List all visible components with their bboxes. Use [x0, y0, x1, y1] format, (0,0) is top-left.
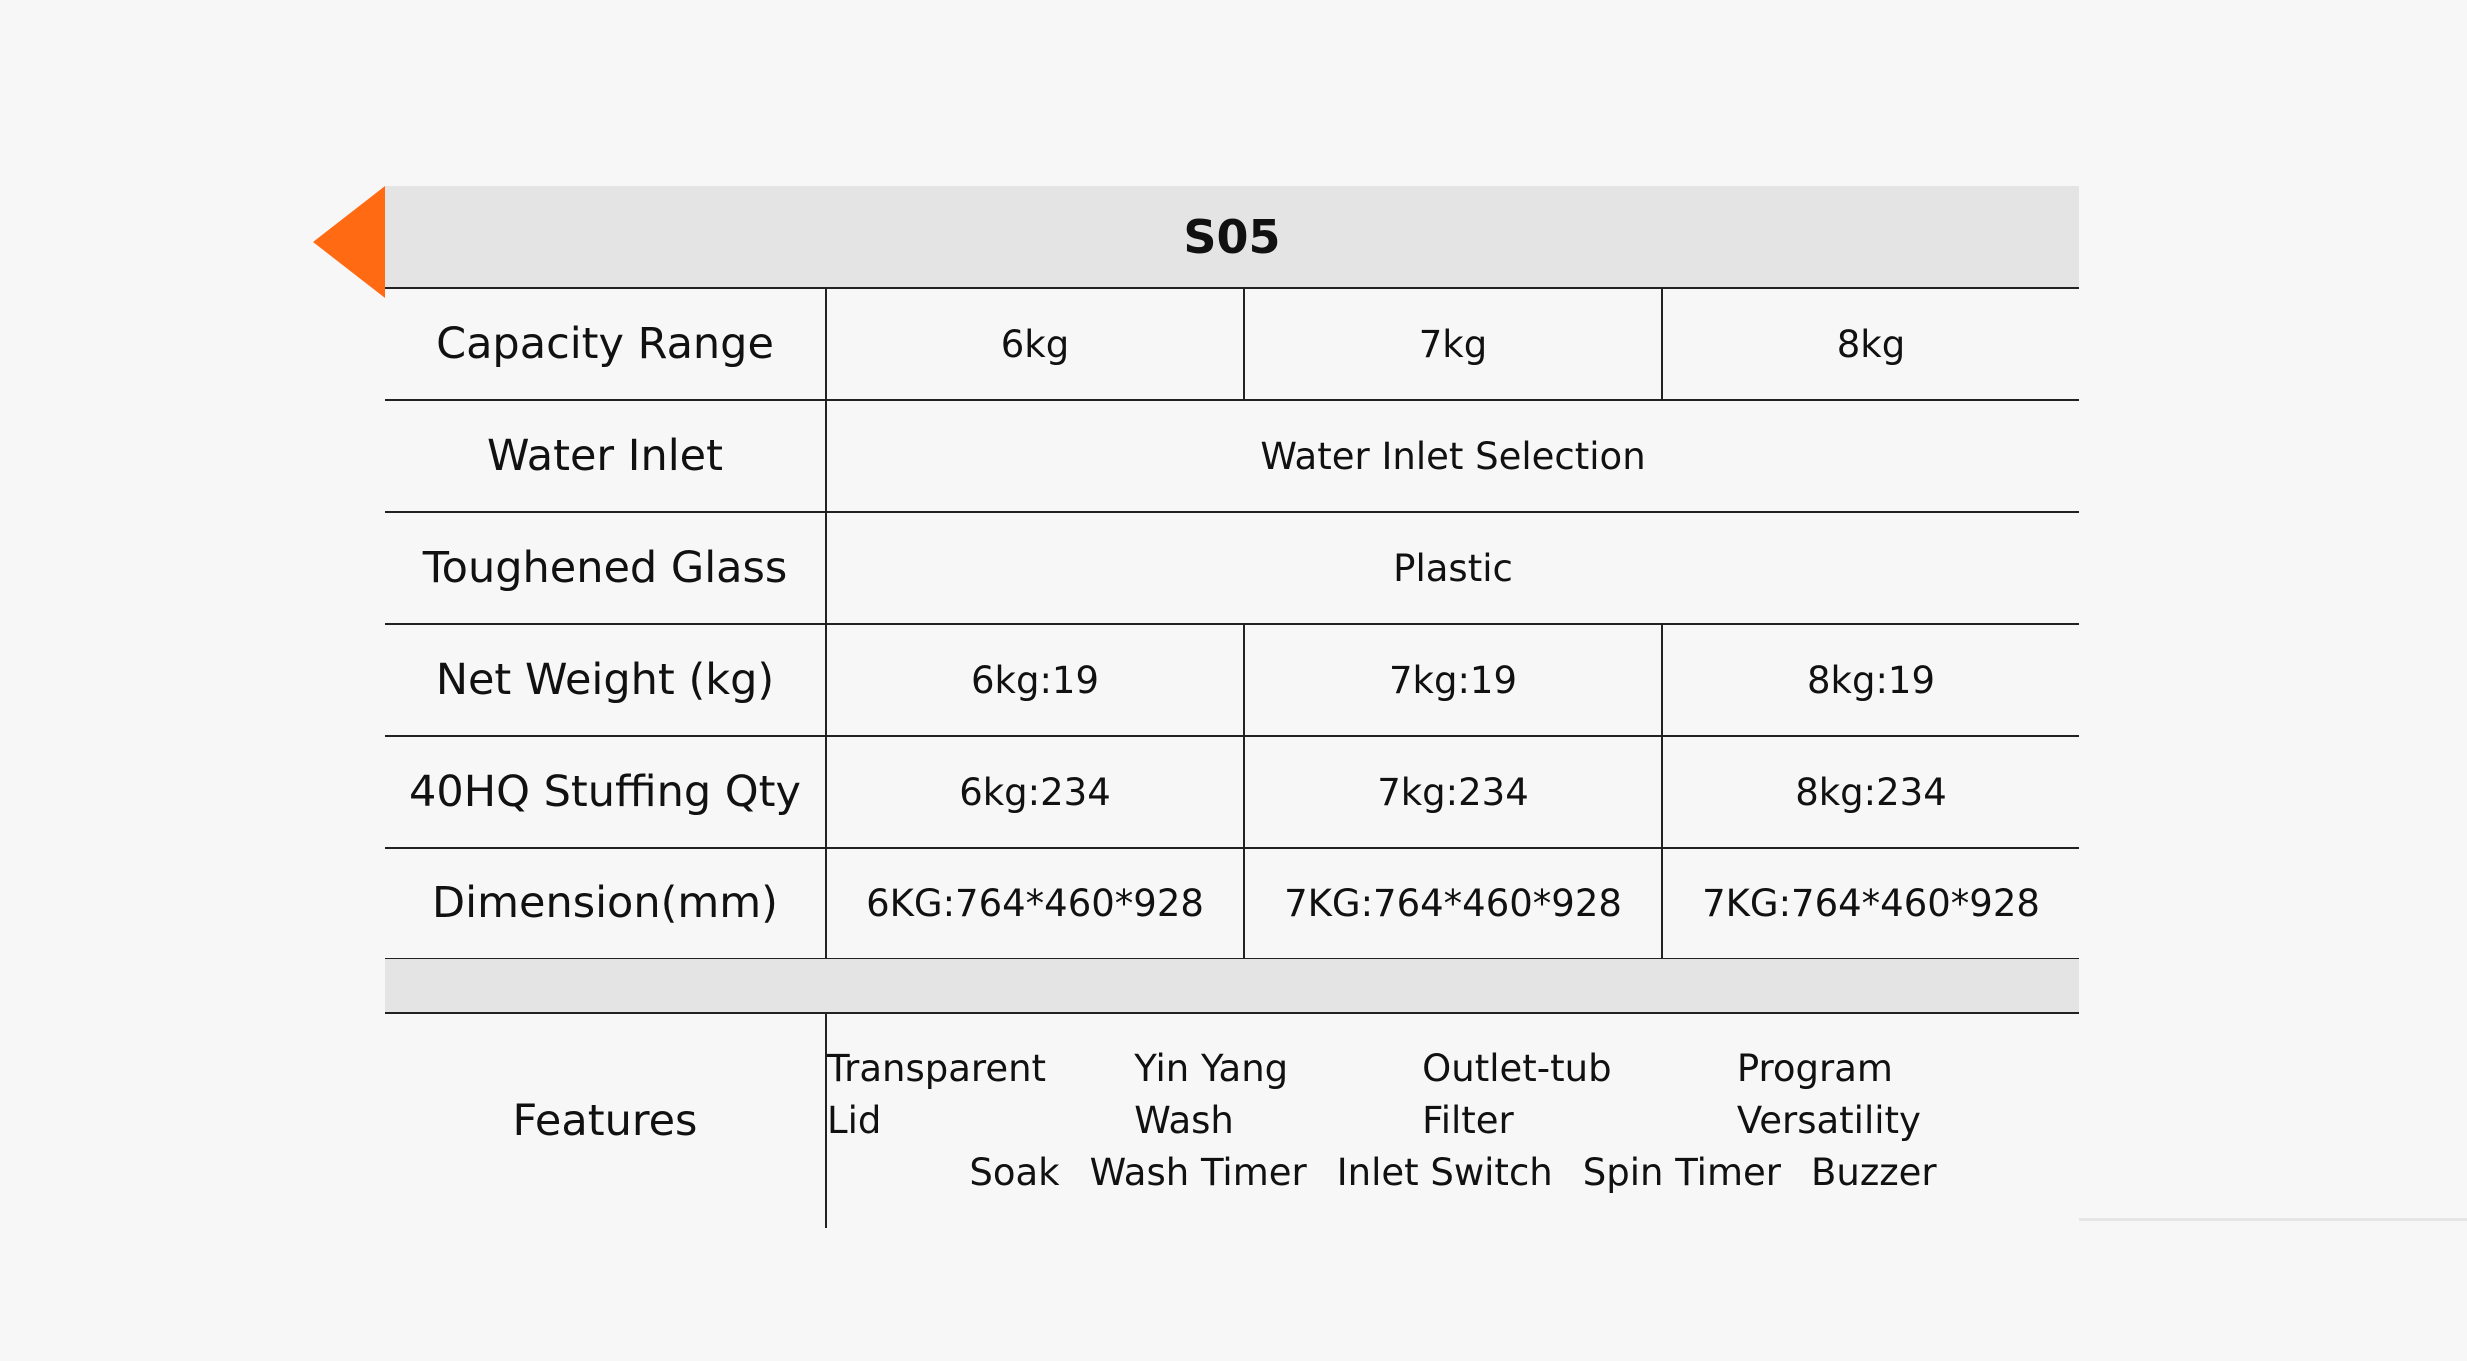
- row-label: Water Inlet: [385, 401, 827, 511]
- spec-table: [385, 186, 2079, 1228]
- cell-value: 6kg:234: [959, 770, 1111, 814]
- feature-item: Outlet-tub Filter: [1422, 1047, 1612, 1142]
- cell-value: 7kg: [1243, 289, 1661, 399]
- feature-item: Wash Timer: [1089, 1151, 1307, 1194]
- row-dimension: [385, 848, 2079, 960]
- decorative-line: [2079, 1218, 2467, 1221]
- features-list: [827, 1014, 2079, 1228]
- cell-value: 6kg: [1000, 322, 1070, 366]
- row-label: 40HQ Stuffing Qty: [385, 737, 827, 847]
- cell-value: 8kg: [1661, 289, 2079, 399]
- cell-value: 7KG:764*460*928: [1661, 848, 2079, 958]
- row-stuffing-qty: [385, 737, 2079, 849]
- row-capacity-range: [385, 289, 2079, 401]
- cell-value: 6KG:764*460*928: [866, 881, 1204, 925]
- section-divider: [385, 959, 2079, 1014]
- cell-value: 6kg:19: [970, 658, 1099, 702]
- row-label: Capacity Range: [385, 289, 827, 399]
- row-toughened-glass: [385, 513, 2079, 625]
- feature-item: Buzzer: [1810, 1151, 1937, 1194]
- feature-item: Program Versatility: [1736, 1047, 1921, 1142]
- cell-value: 7kg:19: [1243, 625, 1661, 735]
- feature-item: Inlet Switch: [1336, 1151, 1553, 1194]
- row-water-inlet: [385, 401, 2079, 513]
- row-net-weight: [385, 625, 2079, 737]
- model-title: S05: [385, 186, 2079, 289]
- row-label: Net Weight (kg): [385, 625, 827, 735]
- feature-item: Soak: [969, 1151, 1060, 1194]
- cell-value: 7KG:764*460*928: [1243, 848, 1661, 958]
- features-line-1: [827, 1043, 2079, 1147]
- cell-value: Water Inlet Selection: [1260, 434, 1646, 478]
- row-features: [385, 1014, 2079, 1228]
- cell-value: 8kg:234: [1661, 737, 2079, 847]
- cell-value: Plastic: [1393, 546, 1513, 590]
- row-label: Dimension(mm): [385, 848, 827, 958]
- features-line-2: [969, 1147, 1936, 1199]
- previous-arrow-icon[interactable]: [313, 186, 385, 298]
- feature-item: Yin Yang Wash: [1134, 1047, 1289, 1142]
- row-label: Toughened Glass: [385, 513, 827, 623]
- row-label: Features: [385, 1014, 827, 1228]
- feature-item: Spin Timer: [1582, 1151, 1781, 1194]
- feature-item: Transparent Lid: [827, 1047, 1047, 1142]
- cell-value: 7kg:234: [1243, 737, 1661, 847]
- cell-value: 8kg:19: [1661, 625, 2079, 735]
